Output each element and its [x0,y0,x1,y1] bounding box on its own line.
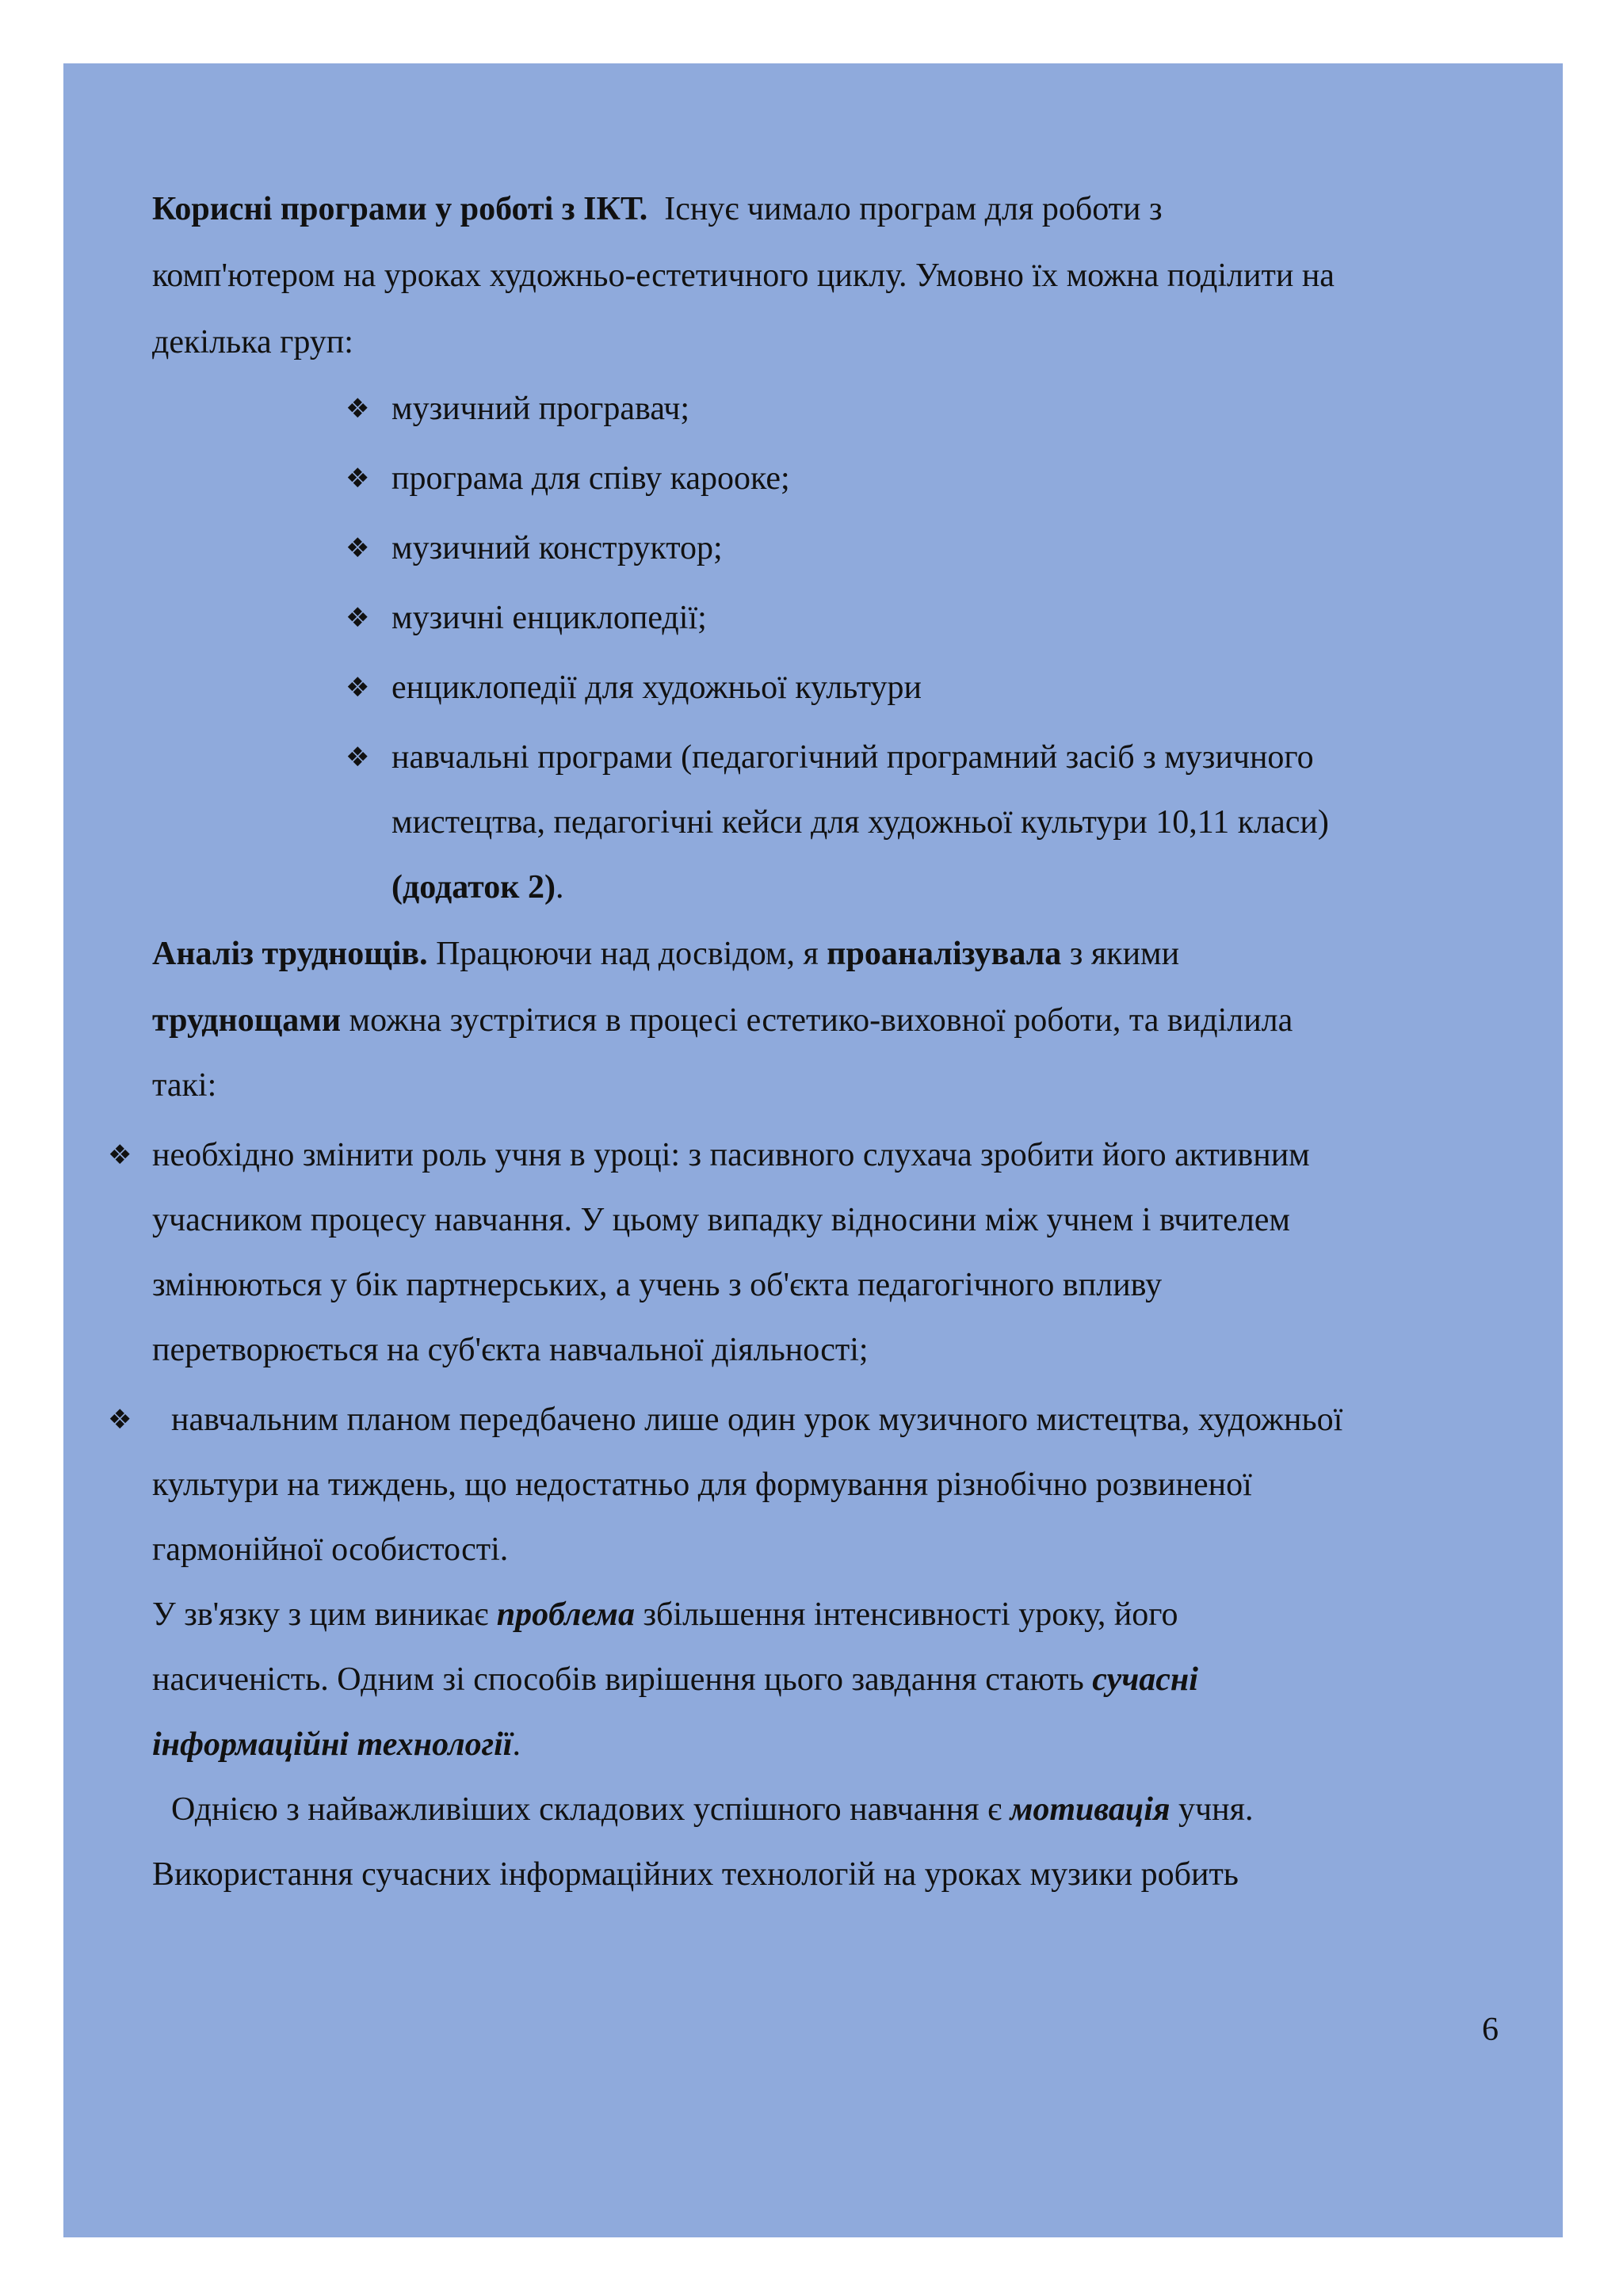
list-item-continuation: мистецтва, педагогічні кейси для художньої культури 10,11 класи) [391,804,1329,841]
diamond-bullet-icon: ❖ [108,1139,132,1171]
paragraph-line: У зв'язку з цим виникає проблема збільшення інтенсивності уроку, його [152,1596,1178,1633]
emphasis: мотивація [1010,1791,1170,1828]
section-heading: Аналіз труднощів. [152,936,428,972]
list-item: музичний програвач; [391,391,690,427]
page-number: 6 [1482,2012,1499,2048]
list-item-continuation: гармонійної особистості. [152,1531,509,1568]
diamond-bullet-icon: ❖ [346,602,370,634]
list-item: навчальні програми (педагогічний програмний засіб з музичного [391,739,1314,776]
paragraph-line: декілька груп: [152,324,353,360]
diamond-bullet-icon: ❖ [108,1404,132,1436]
list-item-continuation: (додаток 2). [391,869,564,906]
diamond-bullet-icon: ❖ [346,672,370,704]
emphasis: проблема [496,1596,635,1633]
diamond-bullet-icon: ❖ [346,532,370,564]
section-heading: Корисні програми у роботі з ІКТ. [152,191,648,227]
paragraph-line: Використання сучасних інформаційних технологій на уроках музики робить [152,1856,1239,1893]
paragraph-line: Аналіз труднощів. Працюючи над досвідом, я проаналізувала з якими [152,936,1180,972]
list-item: навчальним планом передбачено лише один урок музичного мистецтва, художньої [171,1402,1343,1438]
paragraph-line: труднощами можна зустрітися в процесі естетико-виховної роботи, та виділила [152,1002,1293,1039]
paragraph-line: інформаційні технології. [152,1726,521,1763]
paragraph-line: насиченість. Одним зі способів вирішення цього завдання стають сучасні [152,1661,1198,1698]
paragraph-line: Корисні програми у роботі з ІКТ. Існує чимало програм для роботи з [152,191,1163,227]
paragraph-line: комп'ютером на уроках художньо-естетичного циклу. Умовно їх можна поділити на [152,257,1335,294]
list-item-continuation: змінюються у бік партнерських, а учень з об'єкта педагогічного впливу [152,1267,1163,1303]
list-item: програма для співу карооке; [391,460,790,497]
document-page [63,63,1563,2237]
list-item-continuation: перетворюється на суб'єкта навчальної діяльності; [152,1332,869,1368]
diamond-bullet-icon: ❖ [346,742,370,773]
paragraph-line: Однією з найважливіших складових успішного навчання є мотивація учня. [171,1791,1254,1828]
list-item-continuation: культури на тиждень, що недостатньо для формування різнобічно розвиненої [152,1466,1252,1503]
list-item: музичні енциклопедії; [391,600,707,636]
list-item: енциклопедії для художньої культури [391,669,922,706]
diamond-bullet-icon: ❖ [346,393,370,425]
paragraph-line: такі: [152,1067,217,1104]
emphasis: сучасні [1092,1661,1198,1698]
list-item-continuation: учасником процесу навчання. У цьому випадку відносини між учнем і вчителем [152,1202,1290,1238]
list-item: необхідно змінити роль учня в уроці: з пасивного слухача зробити його активним [152,1137,1310,1173]
emphasis: інформаційні технології [152,1726,513,1763]
appendix-reference: (додаток 2) [391,869,556,906]
list-item: музичний конструктор; [391,530,723,566]
diamond-bullet-icon: ❖ [346,463,370,494]
